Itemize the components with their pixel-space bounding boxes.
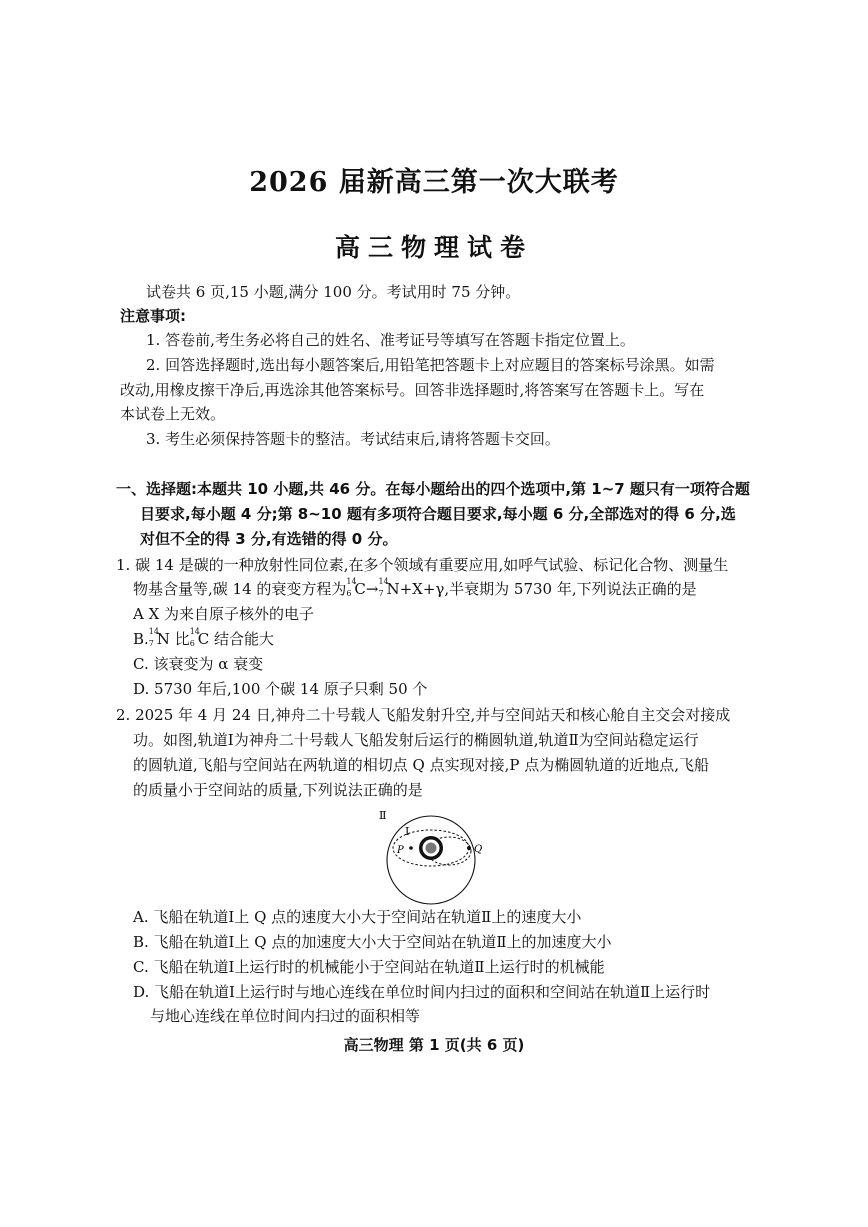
exam-subtitle: 高三物理试卷 <box>334 233 533 262</box>
page-footer: 高三物理 第 1 页(共 6 页) <box>343 1036 525 1054</box>
q1-option-d: D. 5730 年后,100 个碳 14 原子只剩 50 个 <box>133 680 428 698</box>
q2-option-d-line-1: D. 飞船在轨道Ⅰ上运行时与地心连线在单位时间内扫过的面积和空间站在轨道Ⅱ上运行时 <box>133 983 711 1001</box>
q1-option-b: B. 14 7 N 比 14 6 C 结合能大 <box>133 627 274 648</box>
note-2-line-2: 改动,用橡皮擦干净后,再选涂其他答案标号。回答非选择题时,将答案写在答题卡上。写在 <box>120 381 705 399</box>
q2-option-c: C. 飞船在轨道Ⅰ上运行时的机械能小于空间站在轨道Ⅱ上运行时的机械能 <box>133 958 605 976</box>
q1-stem-text: 物基含量等,碳 14 的衰变方程为 <box>133 580 347 598</box>
section1-line-1: 一、选择题:本题共 10 小题,共 46 分。在每小题给出的四个选项中,第 1~7 题只有一项符合题 <box>116 480 750 498</box>
point-q-dot <box>467 846 471 850</box>
notes-heading: 注意事项: <box>120 307 186 325</box>
point-p-label: P <box>397 845 404 856</box>
note-2-line-3: 本试卷上无效。 <box>120 405 226 423</box>
q1-stem-line-2 <box>133 577 697 598</box>
note-1: 1. 答卷前,考生务必将自己的姓名、准考证号等填写在答题卡指定位置上。 <box>146 331 635 349</box>
exam-intro: 试卷共 6 页,15 小题,满分 100 分。考试用时 75 分钟。 <box>146 283 521 301</box>
orbit-2-label: Ⅱ <box>379 809 387 822</box>
point-p-dot <box>409 846 413 850</box>
earth-core <box>426 843 437 854</box>
nitrogen-isotope: 14 7 <box>148 627 159 648</box>
q2-option-a: A. 飞船在轨道Ⅰ上 Q 点的速度大小大于空间站在轨道Ⅱ上的速度大小 <box>133 908 582 926</box>
nitrogen-isotope: 14 7 <box>378 577 389 598</box>
section1-line-3: 对但不全的得 3 分,有选错的得 0 分。 <box>140 530 398 548</box>
q1-option-a: A X 为来自原子核外的电子 <box>133 605 315 623</box>
note-3: 3. 考生必须保持答题卡的整洁。考试结束后,请将答题卡交回。 <box>146 430 560 448</box>
orbit-diagram <box>375 808 485 908</box>
q1-eq-carbon: C→ <box>354 580 379 598</box>
q1-option-c: C. 该衰变为 α 衰变 <box>133 655 264 673</box>
q2-option-b: B. 飞船在轨道Ⅰ上 Q 点的加速度大小大于空间站在轨道Ⅱ上的加速度大小 <box>133 933 612 951</box>
q2-stem-line-1: 2. 2025 年 4 月 24 日,神舟二十号载人飞船发射升空,并与空间站天和核心舱自主交会对接成 <box>116 706 731 724</box>
q1-eq-rest: N+X+γ,半衰期为 5730 年,下列说法正确的是 <box>386 580 697 598</box>
q2-stem-line-3: 的圆轨道,飞船与空间站在两轨道的相切点 Q 点实现对接,P 点为椭圆轨道的近地点,飞船 <box>133 756 710 774</box>
point-q-label: Q <box>474 844 483 855</box>
q2-stem-line-2: 功。如图,轨道Ⅰ为神舟二十号载人飞船发射后运行的椭圆轨道,轨道Ⅱ为空间站稳定运行 <box>133 731 699 749</box>
note-2-line-1: 2. 回答选择题时,选出每小题答案后,用铅笔把答题卡上对应题目的答案标号涂黑。如需 <box>146 356 715 374</box>
carbon-isotope: 14 6 <box>189 627 200 648</box>
exam-title: 2026 届新高三第一次大联考 <box>249 167 619 198</box>
section1-line-2: 目要求,每小题 4 分;第 8~10 题有多项符合题目要求,每小题 6 分,全部选对的得 6 分,选 <box>140 505 736 523</box>
orbit-1-label: Ⅰ <box>405 825 410 838</box>
q1-stem-line-1: 1. 碳 14 是碳的一种放射性同位素,在多个领域有重要应用,如呼气试验、标记化合物、测量生 <box>116 556 729 574</box>
q2-stem-line-4: 的质量小于空间站的质量,下列说法正确的是 <box>133 781 423 799</box>
carbon-isotope: 14 6 <box>346 577 357 598</box>
q2-option-d-line-2: 与地心连线在单位时间内扫过的面积相等 <box>150 1007 421 1025</box>
